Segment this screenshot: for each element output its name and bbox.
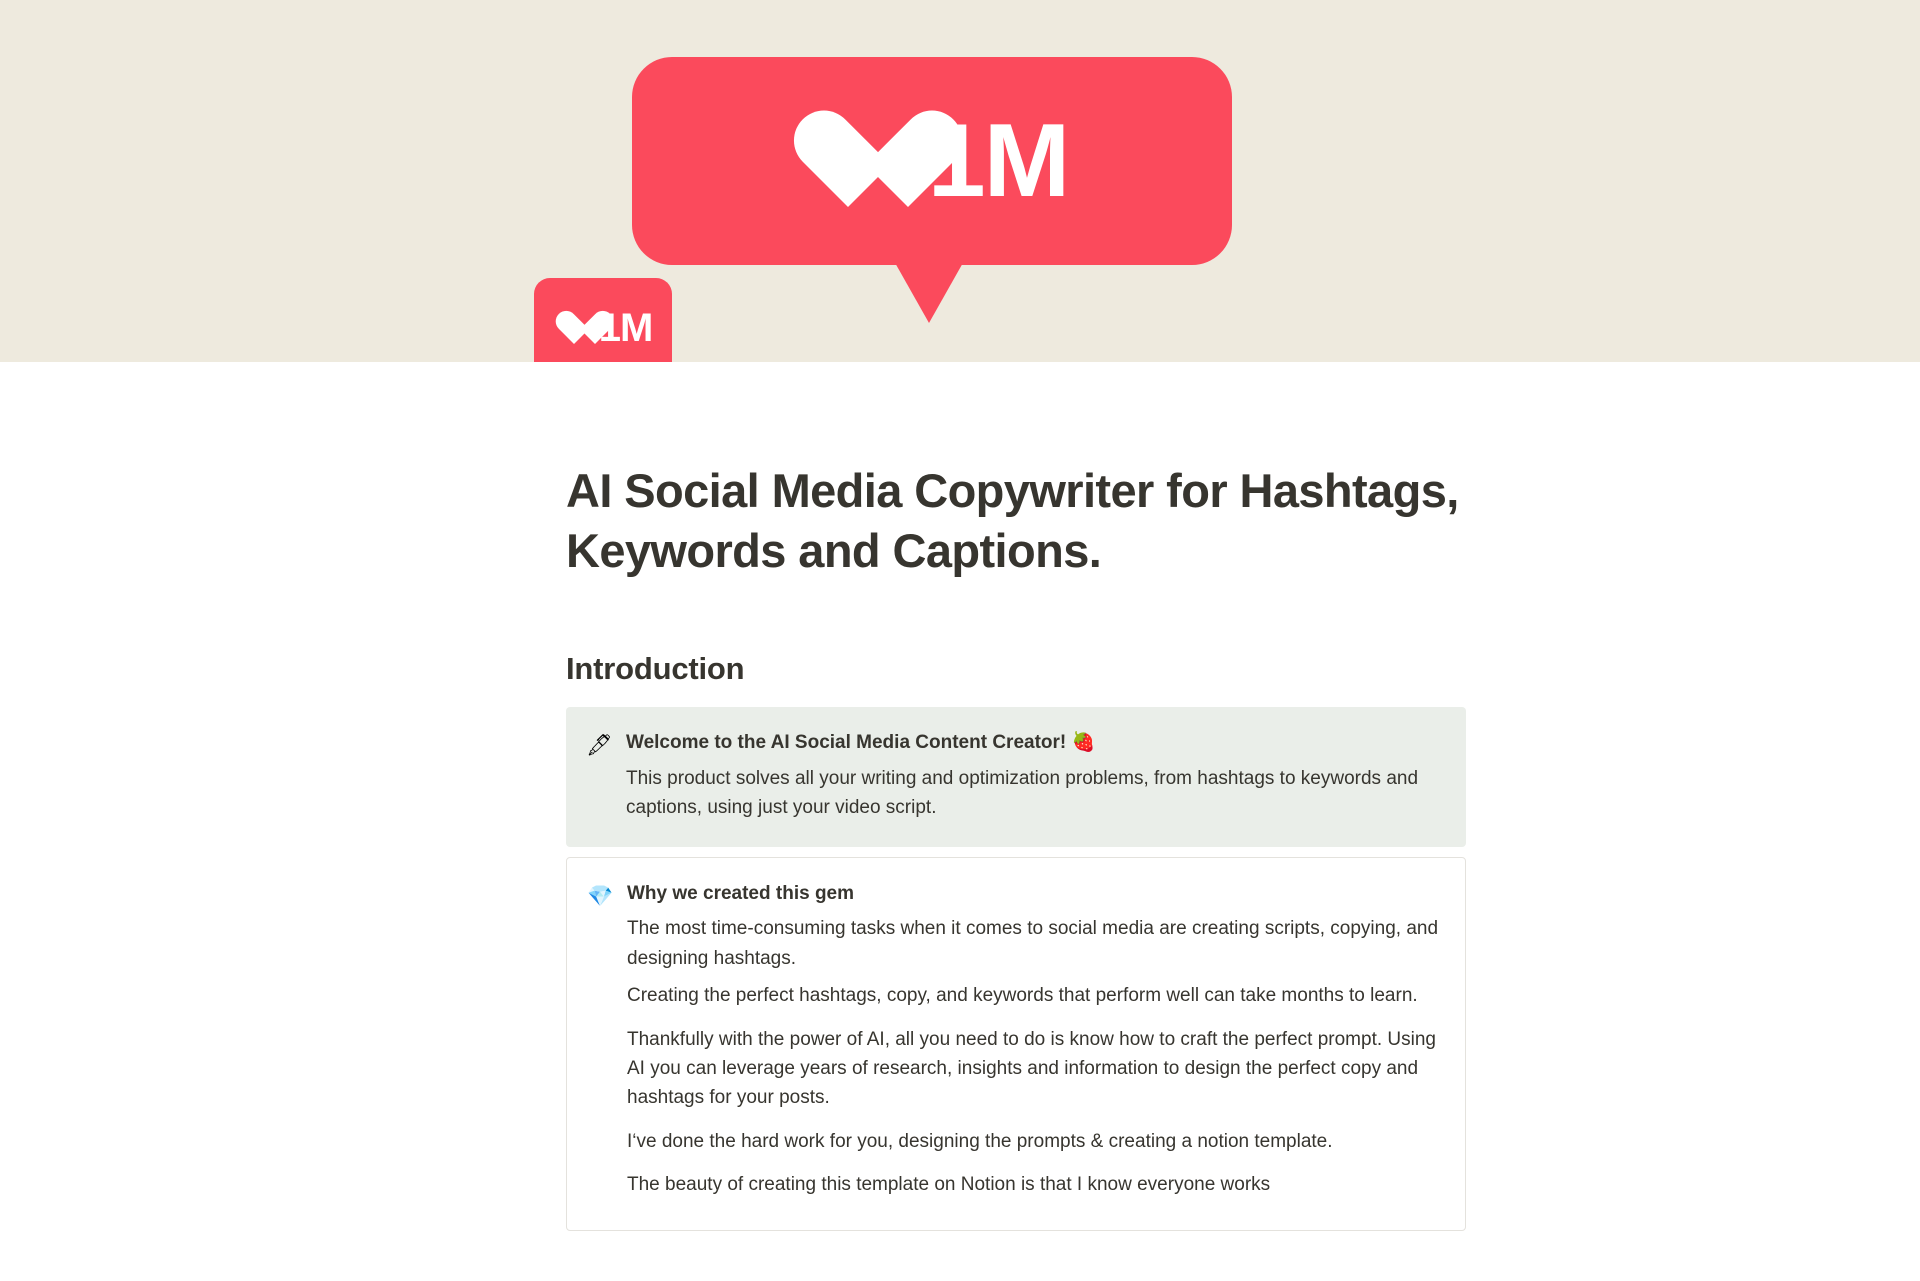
document-content xyxy=(566,461,1466,1281)
callout-why-we-created-this-gem[interactable] xyxy=(566,857,1466,1231)
callout-paragraph: Thankfully with the power of AI, all you need to do is know how to craft the perfect prompt. Using AI you can leverage years of research, insights and information to design the perfect copy and hashtags for your posts. xyxy=(627,1028,1436,1109)
cover-banner xyxy=(0,0,1920,362)
callout-welcome[interactable] xyxy=(566,707,1466,846)
page-title[interactable]: AI Social Media Copywriter for Hashtags, Keywords and Captions. xyxy=(566,464,1459,578)
like-bubble-small xyxy=(534,278,672,362)
pen-emoji: 🖋 xyxy=(586,734,613,758)
heart-icon xyxy=(790,109,906,213)
callout-paragraph: I‘ve done the hard work for you, designing the prompts & creating a notion template. xyxy=(627,1130,1333,1152)
gem-emoji: 💎 xyxy=(587,884,614,908)
callout-body xyxy=(627,880,1443,1200)
like-bubble-large xyxy=(632,57,1232,265)
heart-icon xyxy=(554,310,594,346)
callout-paragraph: The beauty of creating this template on Notion is that I know everyone works xyxy=(627,1174,1271,1196)
callout-paragraph: Creating the perfect hashtags, copy, and keywords that perform well can take months to learn. xyxy=(627,985,1418,1007)
callout-title: Welcome to the AI Social Media Content Creator! 🍓 xyxy=(626,732,1096,754)
callout-body xyxy=(626,729,1444,822)
like-count-small: 1M xyxy=(598,306,653,350)
bubble-tail-large xyxy=(894,261,964,323)
section-heading-introduction[interactable]: Introduction xyxy=(566,651,745,687)
callout-paragraph: The most time-consuming tasks when it comes to social media are creating scripts, copying, and designing hashtags. xyxy=(627,918,1439,969)
like-count-large: 1M xyxy=(927,103,1069,219)
callout-title: Why we created this gem xyxy=(627,882,855,904)
callout-paragraph: This product solves all your writing and optimization problems, from hashtags to keywords and captions, using just your video script. xyxy=(626,767,1419,819)
